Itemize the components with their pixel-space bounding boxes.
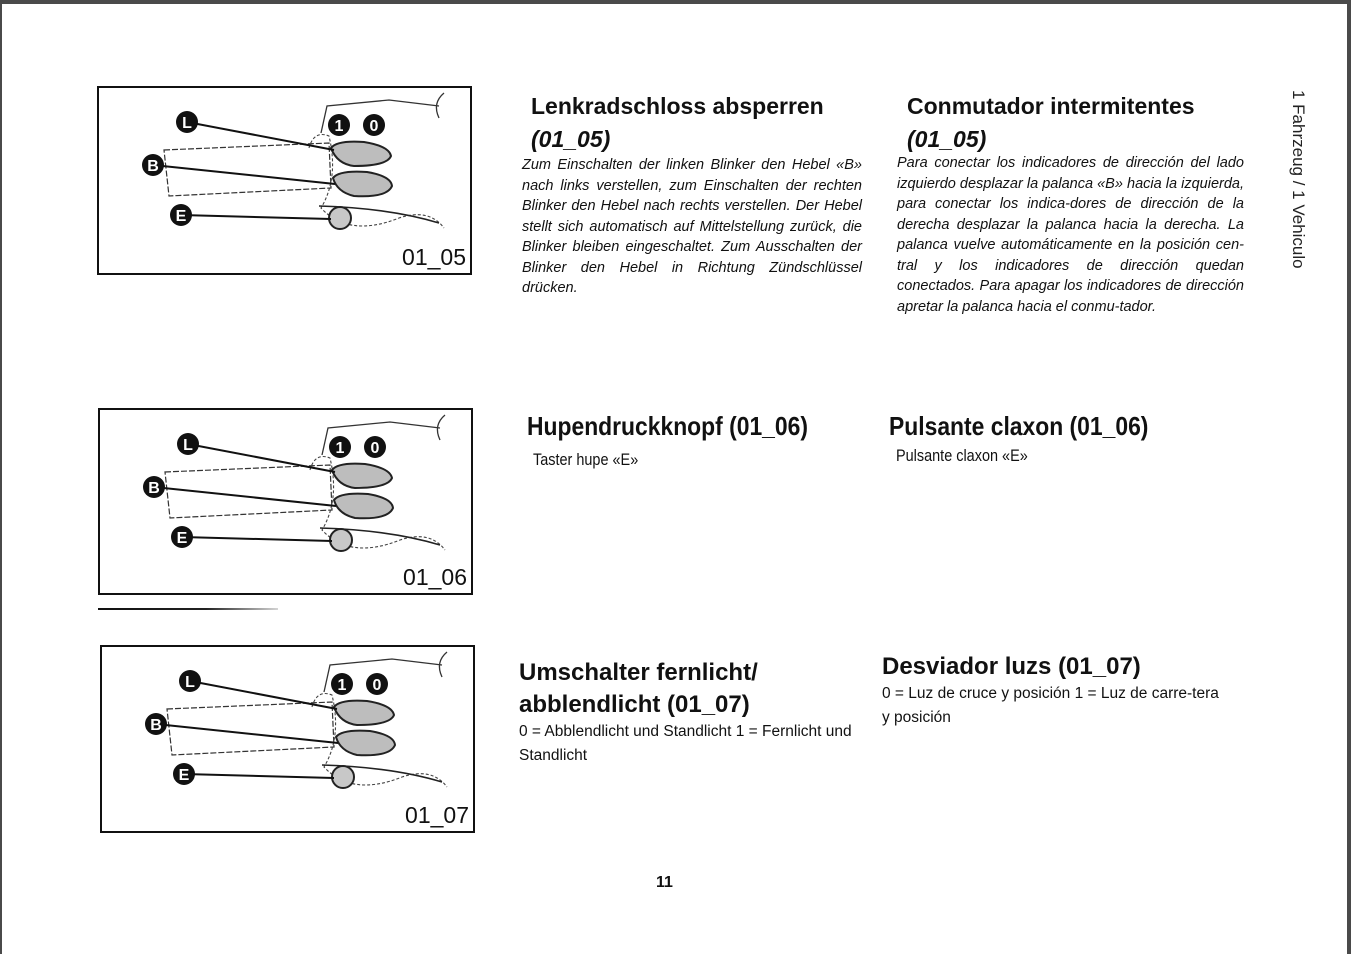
section-body-de-01-07: 0 = Abblendlicht und Standlicht 1 = Fernlicht und Standlicht: [519, 723, 852, 764]
figure-01-06: [98, 408, 473, 595]
viewer-frame-top: [0, 0, 1351, 4]
callout-L-text: L: [185, 674, 195, 691]
page-number: 11: [656, 874, 673, 891]
callout-E-text: E: [175, 208, 187, 225]
running-header: [1286, 90, 1308, 300]
callout-L-text: L: [183, 437, 193, 454]
callout-B-text: B: [148, 480, 160, 497]
horn-button-E: [332, 766, 354, 788]
separator-rule: [98, 608, 278, 610]
callout-line-E: [182, 537, 332, 541]
callout-B-text: B: [147, 158, 159, 175]
heading-ref: (01_05): [531, 126, 611, 152]
section-body-es-01-06: Pulsante claxon «E»: [896, 446, 1028, 465]
turn-signal-lever-B: [336, 731, 395, 756]
figure-01-07: [100, 645, 475, 833]
running-header-text: 1 Fahrzeug / 1 Vehiculo: [1289, 90, 1308, 269]
light-switch-L: [331, 142, 391, 166]
heading-title: Conmutador intermitentes: [907, 93, 1195, 119]
callout-line-B: [156, 724, 338, 743]
section-heading-es-01-05: [907, 90, 1247, 156]
callout-E-text: E: [178, 767, 190, 784]
section-body-es-01-05: Para conectar los indicadores de dirección del lado izquierdo desplazar la palanca «B» hacia la izquierda, para conectar los indica-dores de dirección de la derecha desplazar la palanca hacia la derecha. La palanca vuelve automáticamente en la posición cen-tral y los indicadores de dirección quedan conectados. Para apagar los indicadores de dirección apretar la palanca hacia el conmu-tador.: [897, 155, 1244, 315]
light-switch-L: [334, 701, 394, 725]
section-body-es-01-07: 0 = Luz de cruce y posición 1 = Luz de carre-tera y posición: [882, 685, 1219, 726]
callout-1-text: 1: [337, 677, 347, 694]
light-switch-L: [332, 464, 392, 488]
section-heading-es-01-06: Pulsante claxon (01_06): [889, 411, 1149, 441]
viewer-frame-left: [0, 0, 2, 954]
callout-0-text: 0: [370, 440, 380, 457]
heading-line-1: Umschalter fernlicht/: [519, 659, 758, 686]
callout-B-text: B: [150, 717, 162, 734]
callout-1-text: 1: [334, 118, 344, 135]
heading-title: Lenkradschloss absperren: [531, 93, 824, 119]
callout-0-text: 0: [372, 677, 382, 694]
callout-E-text: E: [176, 530, 188, 547]
section-body-de-01-05: Zum Einschalten der linken Blinker den Hebel «B» nach links verstellen, zum Einschalten der rechten Blinker den Hebel nach rechts verstellen. Der Hebel stellt sich automatisch auf Mittelstellung zurück, die Blinker bleiben eingeschaltet. Zum Ausschalten der Blinker den Hebel in Richtung Zündschlüssel drücken.: [522, 157, 862, 296]
figure-01-05: [97, 86, 472, 275]
figure-label: 01_06: [403, 564, 467, 590]
callout-line-B: [154, 487, 336, 506]
callout-L-text: L: [182, 115, 192, 132]
section-heading-de-01-06: Hupendruckknopf (01_06): [527, 411, 808, 441]
horn-button-E: [329, 207, 351, 229]
callout-line-E: [181, 215, 331, 219]
section-heading-de-01-05: [531, 90, 871, 156]
figure-label: 01_05: [402, 244, 466, 270]
section-heading-de-01-07: [519, 657, 859, 721]
horn-button-E: [330, 529, 352, 551]
turn-signal-lever-B: [334, 494, 393, 519]
figure-label: 01_07: [405, 802, 469, 828]
heading-line-2: abblendlicht (01_07): [519, 691, 750, 718]
viewer-frame-right: [1347, 0, 1351, 954]
callout-1-text: 1: [335, 440, 345, 457]
heading-ref: (01_05): [907, 126, 987, 152]
callout-line-B: [153, 165, 335, 184]
callout-0-text: 0: [369, 118, 379, 135]
section-heading-es-01-07: Desviador luzs (01_07): [882, 653, 1141, 680]
section-body-de-01-06: Taster hupe «E»: [533, 450, 639, 469]
callout-line-E: [184, 774, 334, 778]
turn-signal-lever-B: [333, 172, 392, 197]
